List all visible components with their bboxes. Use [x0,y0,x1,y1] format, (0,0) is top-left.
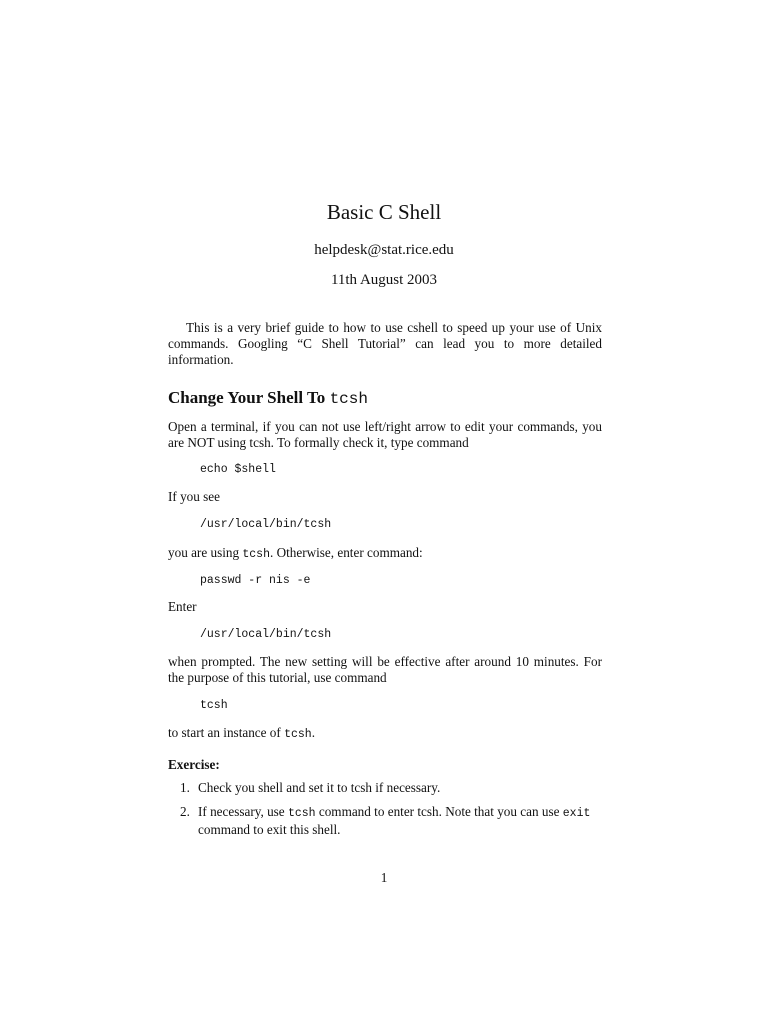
document-date: 11th August 2003 [330,272,438,288]
exercise-list [168,780,602,846]
paragraph-if-you-see: If you see [168,489,220,504]
start-text-post: . [311,725,315,740]
list-item-code-tcsh: tcsh [287,807,316,820]
intro-paragraph: This is a very brief guide to how to use cshell to speed up your use of Unix commands. Googling “C Shell Tutorial” can lead you to more detailed information. [168,320,602,367]
section-heading [168,388,368,408]
list-item-text-post: command to exit this shell. [198,822,341,837]
list-item-text: Check you shell and set it to tcsh if necessary. [198,780,441,795]
section-heading-code: tcsh [329,390,368,408]
paragraph-open-terminal: Open a terminal, if you can not use left/right arrow to edit your commands, you are NOT using tcsh. To formally check it, type command [168,419,602,450]
exercise-heading: Exercise: [168,757,220,772]
code-passwd: passwd -r nis -e [200,574,311,587]
using-code: tcsh [242,548,270,561]
code-tcsh-path-2: /usr/local/bin/tcsh [200,628,332,641]
using-text-post: . Otherwise, enter command: [269,545,423,560]
list-item-number: 2. [180,804,190,819]
start-code: tcsh [284,728,312,741]
list-item-number: 1. [180,780,190,795]
code-tcsh: tcsh [200,699,228,712]
code-tcsh-path-1: /usr/local/bin/tcsh [200,518,332,531]
document-title: Basic C Shell [326,200,442,224]
paragraph-start-instance [168,725,602,743]
list-item-text-pre: If necessary, use [198,804,288,819]
paragraph-when-prompted: when prompted. The new setting will be effective after around 10 minutes. For the purpose of this tutorial, use command [168,654,602,685]
start-text-pre: to start an instance of [168,725,285,740]
paragraph-using-tcsh [168,545,602,563]
list-item [168,780,602,796]
using-text-pre: you are using [168,545,243,560]
paragraph-enter: Enter [168,599,197,614]
list-item-code-exit: exit [562,807,591,820]
list-item [168,804,602,838]
section-heading-text: Change Your Shell To [168,388,330,407]
document-author: helpdesk@stat.rice.edu [314,242,454,258]
code-echo-shell: echo $shell [200,463,276,476]
page-number: 1 [380,870,388,885]
list-item-text-mid: command to enter tcsh. Note that you can use [315,804,563,819]
